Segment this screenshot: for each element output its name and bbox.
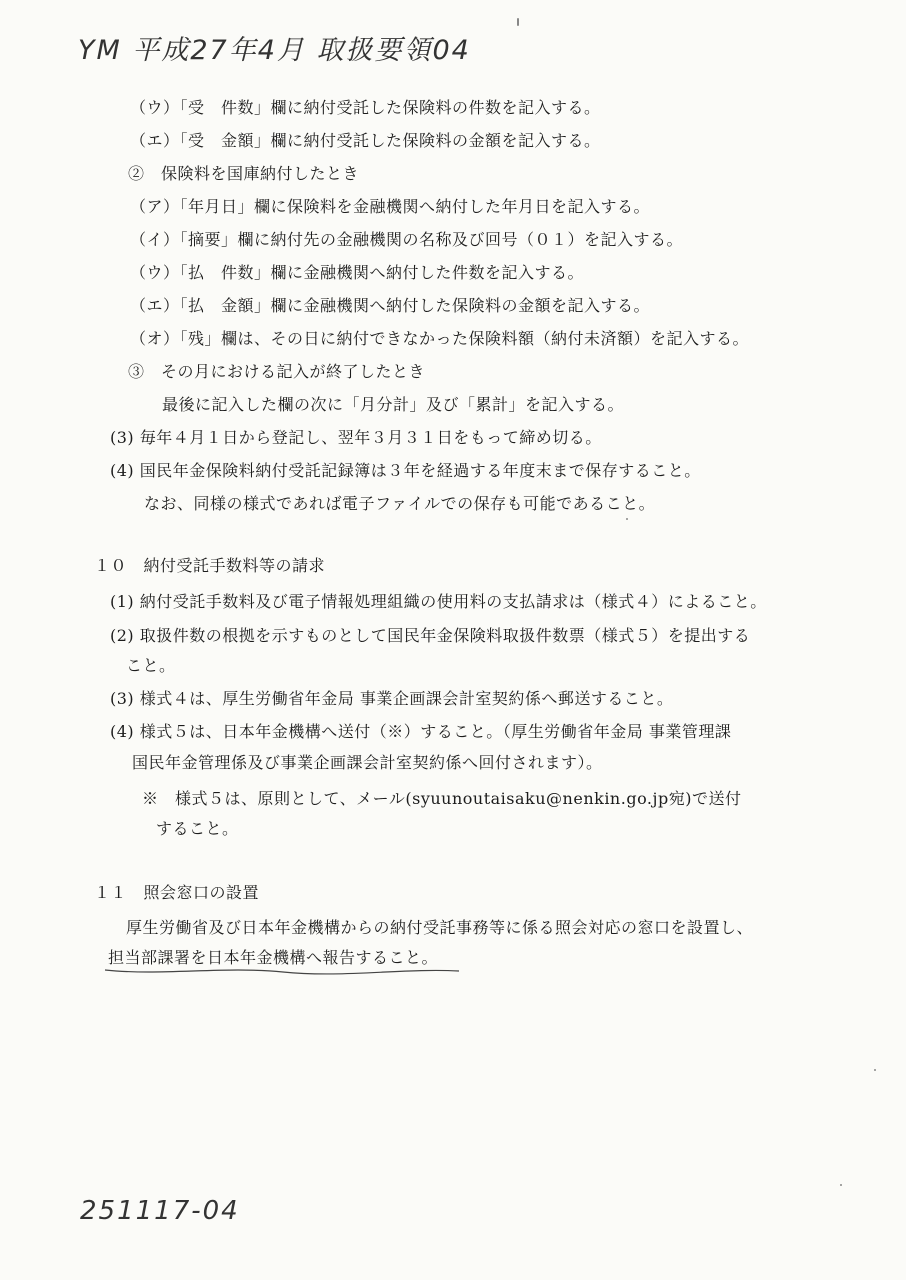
scan-speck [840,1184,842,1186]
text-line: 最後に記入した欄の次に「月分計」及び「累計」を記入する。 [162,395,625,414]
scan-speck [874,1069,876,1071]
text-line: （ア）「年月日」欄に保険料を金融機関へ納付した年月日を記入する。 [130,197,651,216]
text-line: （ウ）「受 件数」欄に納付受託した保険料の件数を記入する。 [130,98,601,117]
section-11-heading: １１ 照会窓口の設置 [94,883,260,902]
numbered-item: (3) 様式４は、厚生労働省年金局 事業企画課会計室契約係へ郵送すること。 [110,689,674,708]
note-line: ※ 様式５は、原則として、メール(syuunoutaisaku@nenkin.go.jp宛)で送付 [142,789,742,808]
sub-item-heading: ② 保険料を国庫納付したとき [128,164,360,183]
sub-item-heading: ③ その月における記入が終了したとき [128,362,426,381]
underlined-text-line: 担当部課署を日本年金機構へ報告すること。 [108,948,439,967]
text-line: （エ）「払 金額」欄に金融機関へ納付した保険料の金額を記入する。 [130,296,651,315]
text-line: （エ）「受 金額」欄に納付受託した保険料の金額を記入する。 [130,131,601,150]
handwritten-underline [103,960,463,978]
numbered-item: (4) 様式５は、日本年金機構へ送付（※）すること。（厚生労働省年金局 事業管理課 [110,722,732,741]
numbered-item: (1) 納付受託手数料及び電子情報処理組織の使用料の支払請求は（様式４）によること。 [110,592,767,611]
text-line: 国民年金管理係及び事業企画課会計室契約係へ回付されます）。 [132,753,603,772]
text-line: なお、同様の様式であれば電子ファイルでの保存も可能であること。 [144,494,656,513]
scan-speck [626,518,628,520]
text-line: 厚生労働省及び日本年金機構からの納付受託事務等に係る照会対応の窓口を設置し、 [126,918,754,937]
text-line: こと。 [126,656,176,675]
numbered-item: (4) 国民年金保険料納付受託記録簿は３年を経過する年度末まで保存すること。 [110,461,701,480]
text-line: すること。 [156,819,239,838]
handwritten-header: YM 平成27年4月 取扱要領04 [78,35,471,66]
text-line: （イ）「摘要」欄に納付先の金融機関の名称及び回号（０１）を記入する。 [130,230,684,249]
text-line: （ウ）「払 件数」欄に金融機関へ納付した件数を記入する。 [130,263,585,282]
scan-speck [517,18,519,26]
handwritten-footer: 251117-04 [80,1196,240,1226]
section-10-heading: １０ 納付受託手数料等の請求 [94,556,326,575]
numbered-item: (2) 取扱件数の根拠を示すものとして国民年金保険料取扱件数票（様式５）を提出する [110,626,751,645]
numbered-item: (3) 毎年４月１日から登記し、翌年３月３１日をもって締め切る。 [110,428,602,447]
text-line: （オ）「残」欄は、その日に納付できなかった保険料額（納付未済額）を記入する。 [130,329,750,348]
